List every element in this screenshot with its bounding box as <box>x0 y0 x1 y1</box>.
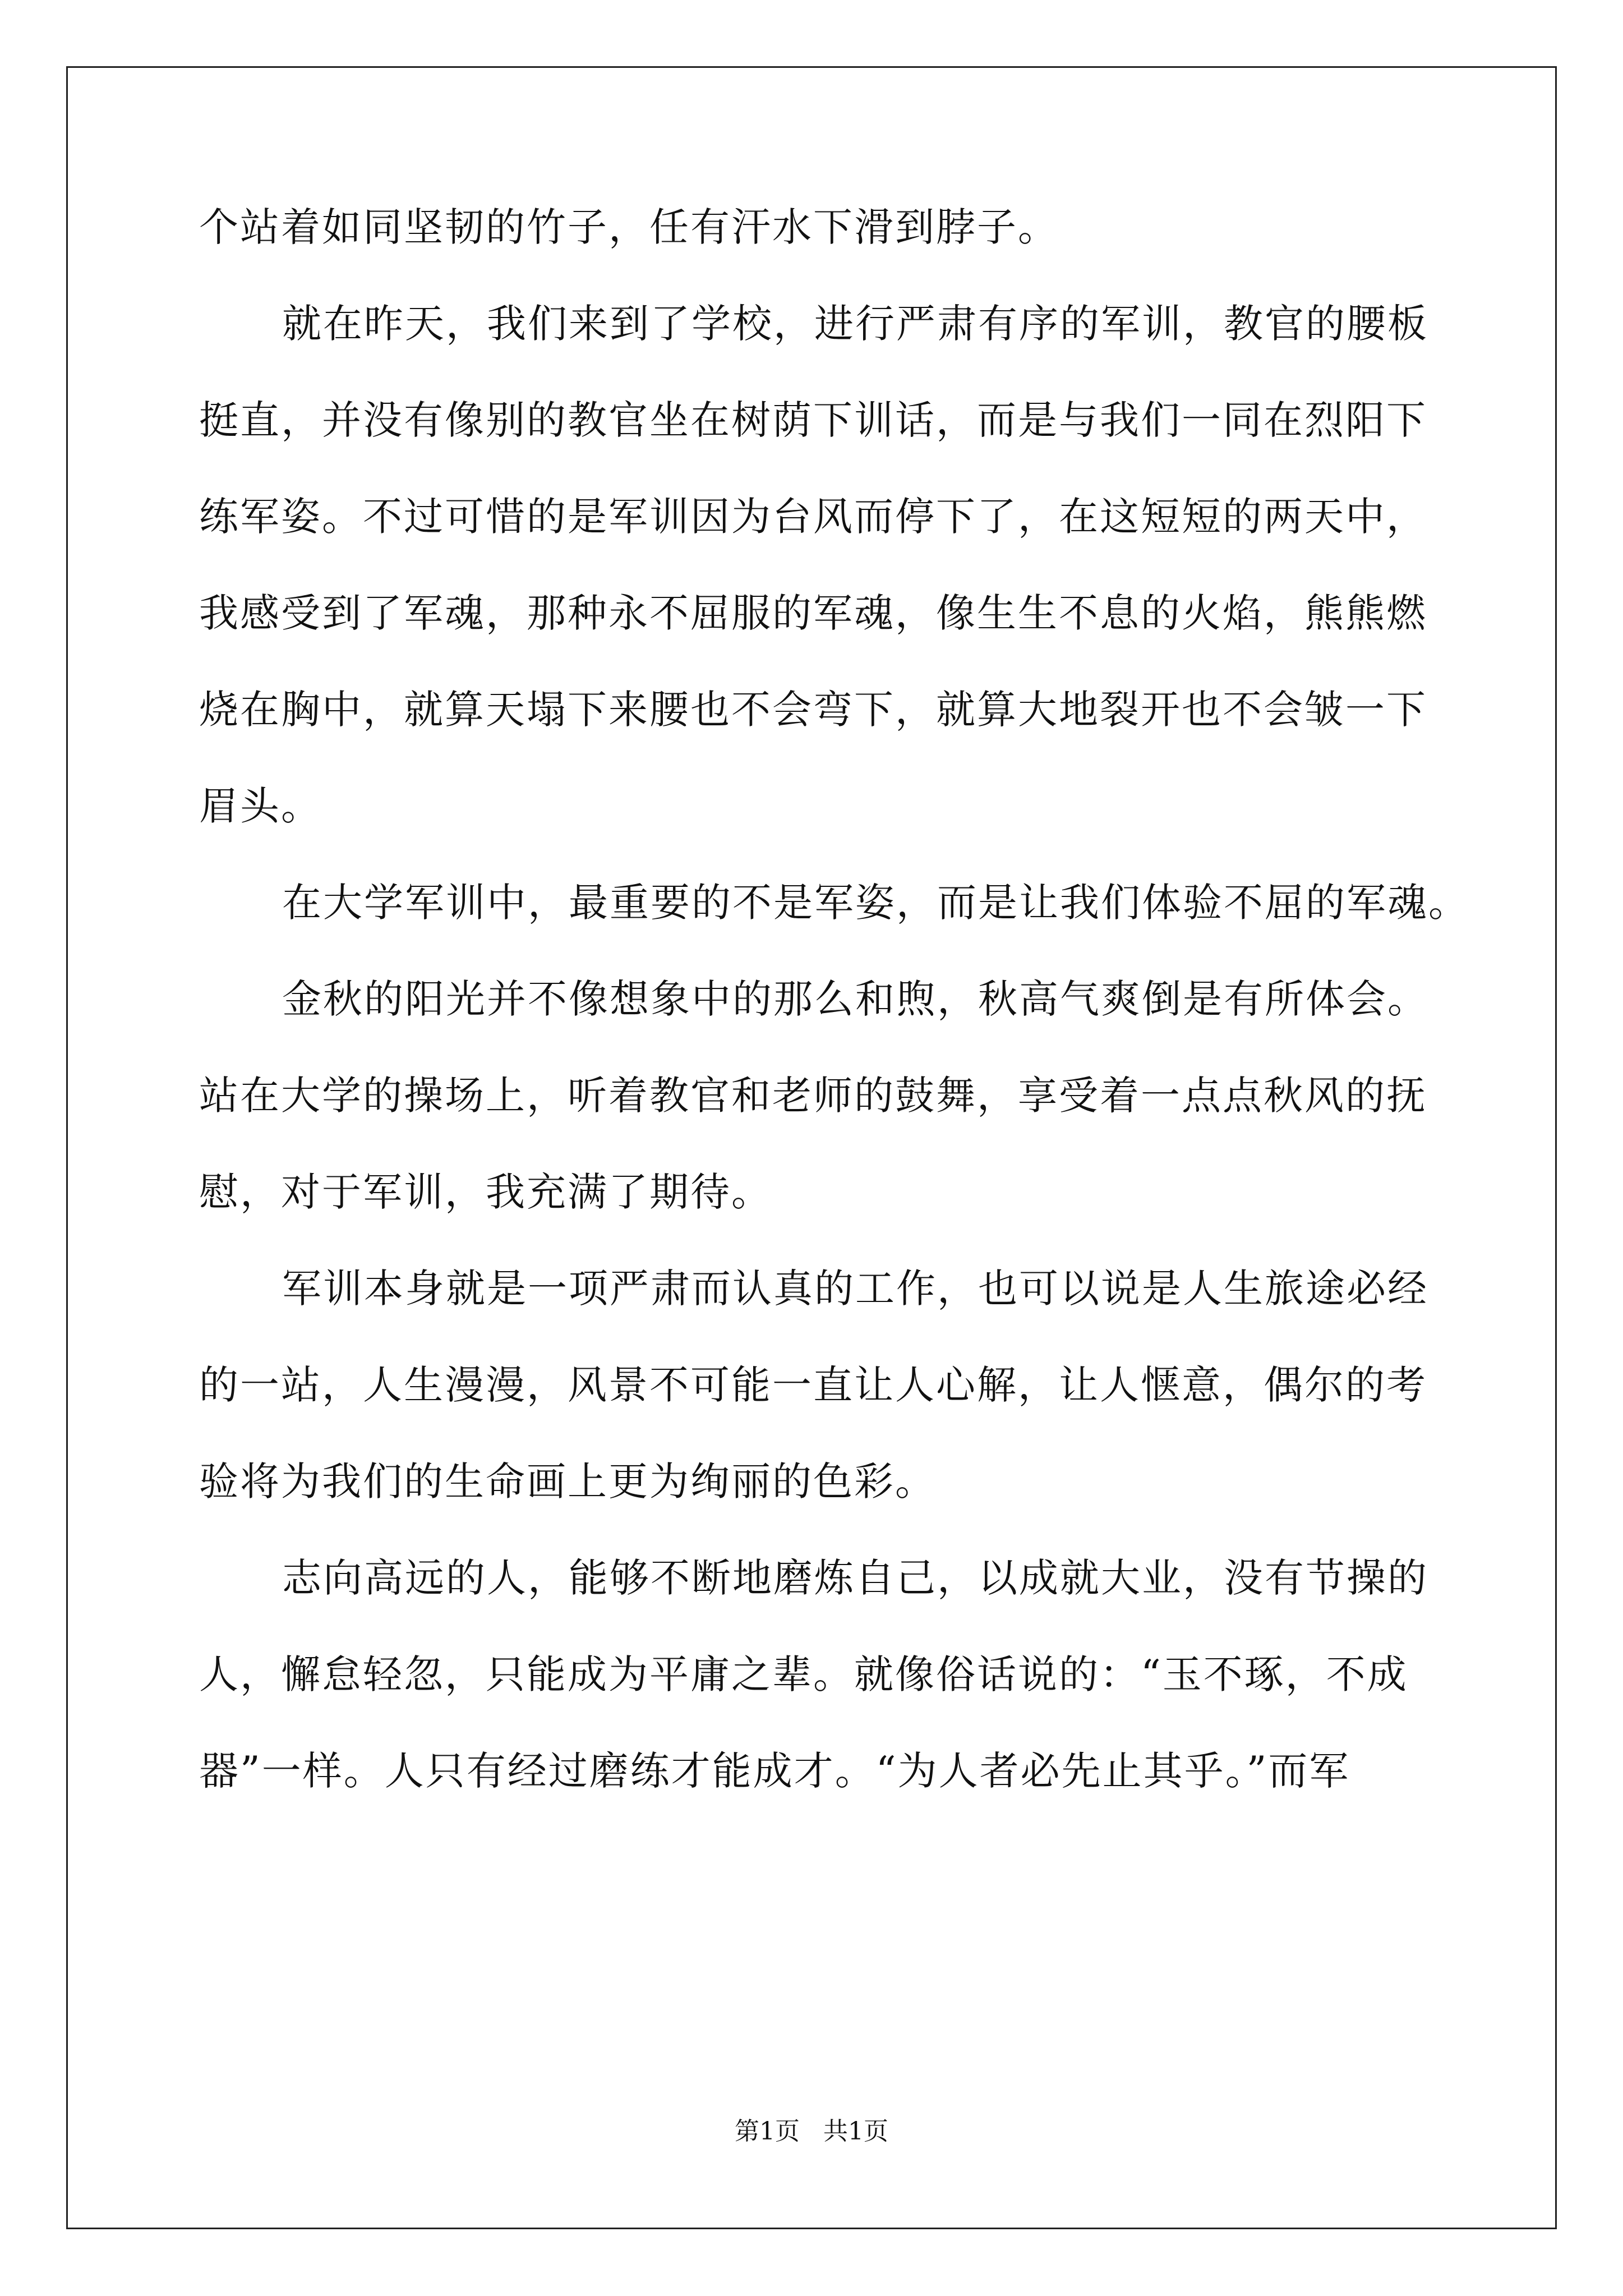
text-line: 站在大学的操场上，听着教官和老师的鼓舞，享受着一点点秋风的抚 <box>199 1073 1427 1119</box>
text-line: 器”一样。人只有经过磨练才能成才。“为人者必先止其乎。”而军 <box>199 1748 1350 1794</box>
paragraph-start-line: 金秋的阳光并不像想象中的那么和煦，秋高气爽倒是有所体会。 <box>282 976 1428 1022</box>
page-border <box>66 66 1557 2229</box>
text-line: 眉头。 <box>199 783 322 829</box>
text-line: 验将为我们的生命画上更为绚丽的色彩。 <box>199 1458 936 1504</box>
paragraph-start-line: 志向高远的人，能够不断地磨炼自己，以成就大业，没有节操的 <box>282 1555 1428 1601</box>
paragraph-start-line: 在大学军训中，最重要的不是军姿，而是让我们体验不屈的军魂。 <box>282 880 1469 926</box>
text-line: 我感受到了军魂，那种永不屈服的军魂，像生生不息的火焰，熊熊燃 <box>199 590 1427 636</box>
text-line: 慰，对于军训，我充满了期待。 <box>199 1169 772 1215</box>
page-footer <box>0 2115 1623 2148</box>
paragraph-start-line: 就在昨天，我们来到了学校，进行严肃有序的军训，教官的腰板 <box>282 301 1428 347</box>
page-number: 第1页 <box>735 2117 800 2146</box>
text-line: 的一站，人生漫漫，风景不可能一直让人心解，让人惬意，偶尔的考 <box>199 1362 1427 1408</box>
text-line: 烧在胸中，就算天塌下来腰也不会弯下，就算大地裂开也不会皱一下 <box>199 687 1427 733</box>
text-line: 挺直，并没有像别的教官坐在树荫下训话，而是与我们一同在烈阳下 <box>199 397 1427 443</box>
text-line: 人，懈怠轻忽，只能成为平庸之辈。就像俗话说的：“玉不琢，不成 <box>199 1651 1408 1697</box>
text-line: 练军姿。不过可惜的是军训因为台风而停下了，在这短短的两天中， <box>199 494 1427 540</box>
text-line: 个站着如同坚韧的竹子，任有汗水下滑到脖子。 <box>199 204 1059 250</box>
paragraph-start-line: 军训本身就是一项严肃而认真的工作，也可以说是人生旅途必经 <box>282 1266 1428 1312</box>
page-total: 共1页 <box>823 2117 888 2146</box>
